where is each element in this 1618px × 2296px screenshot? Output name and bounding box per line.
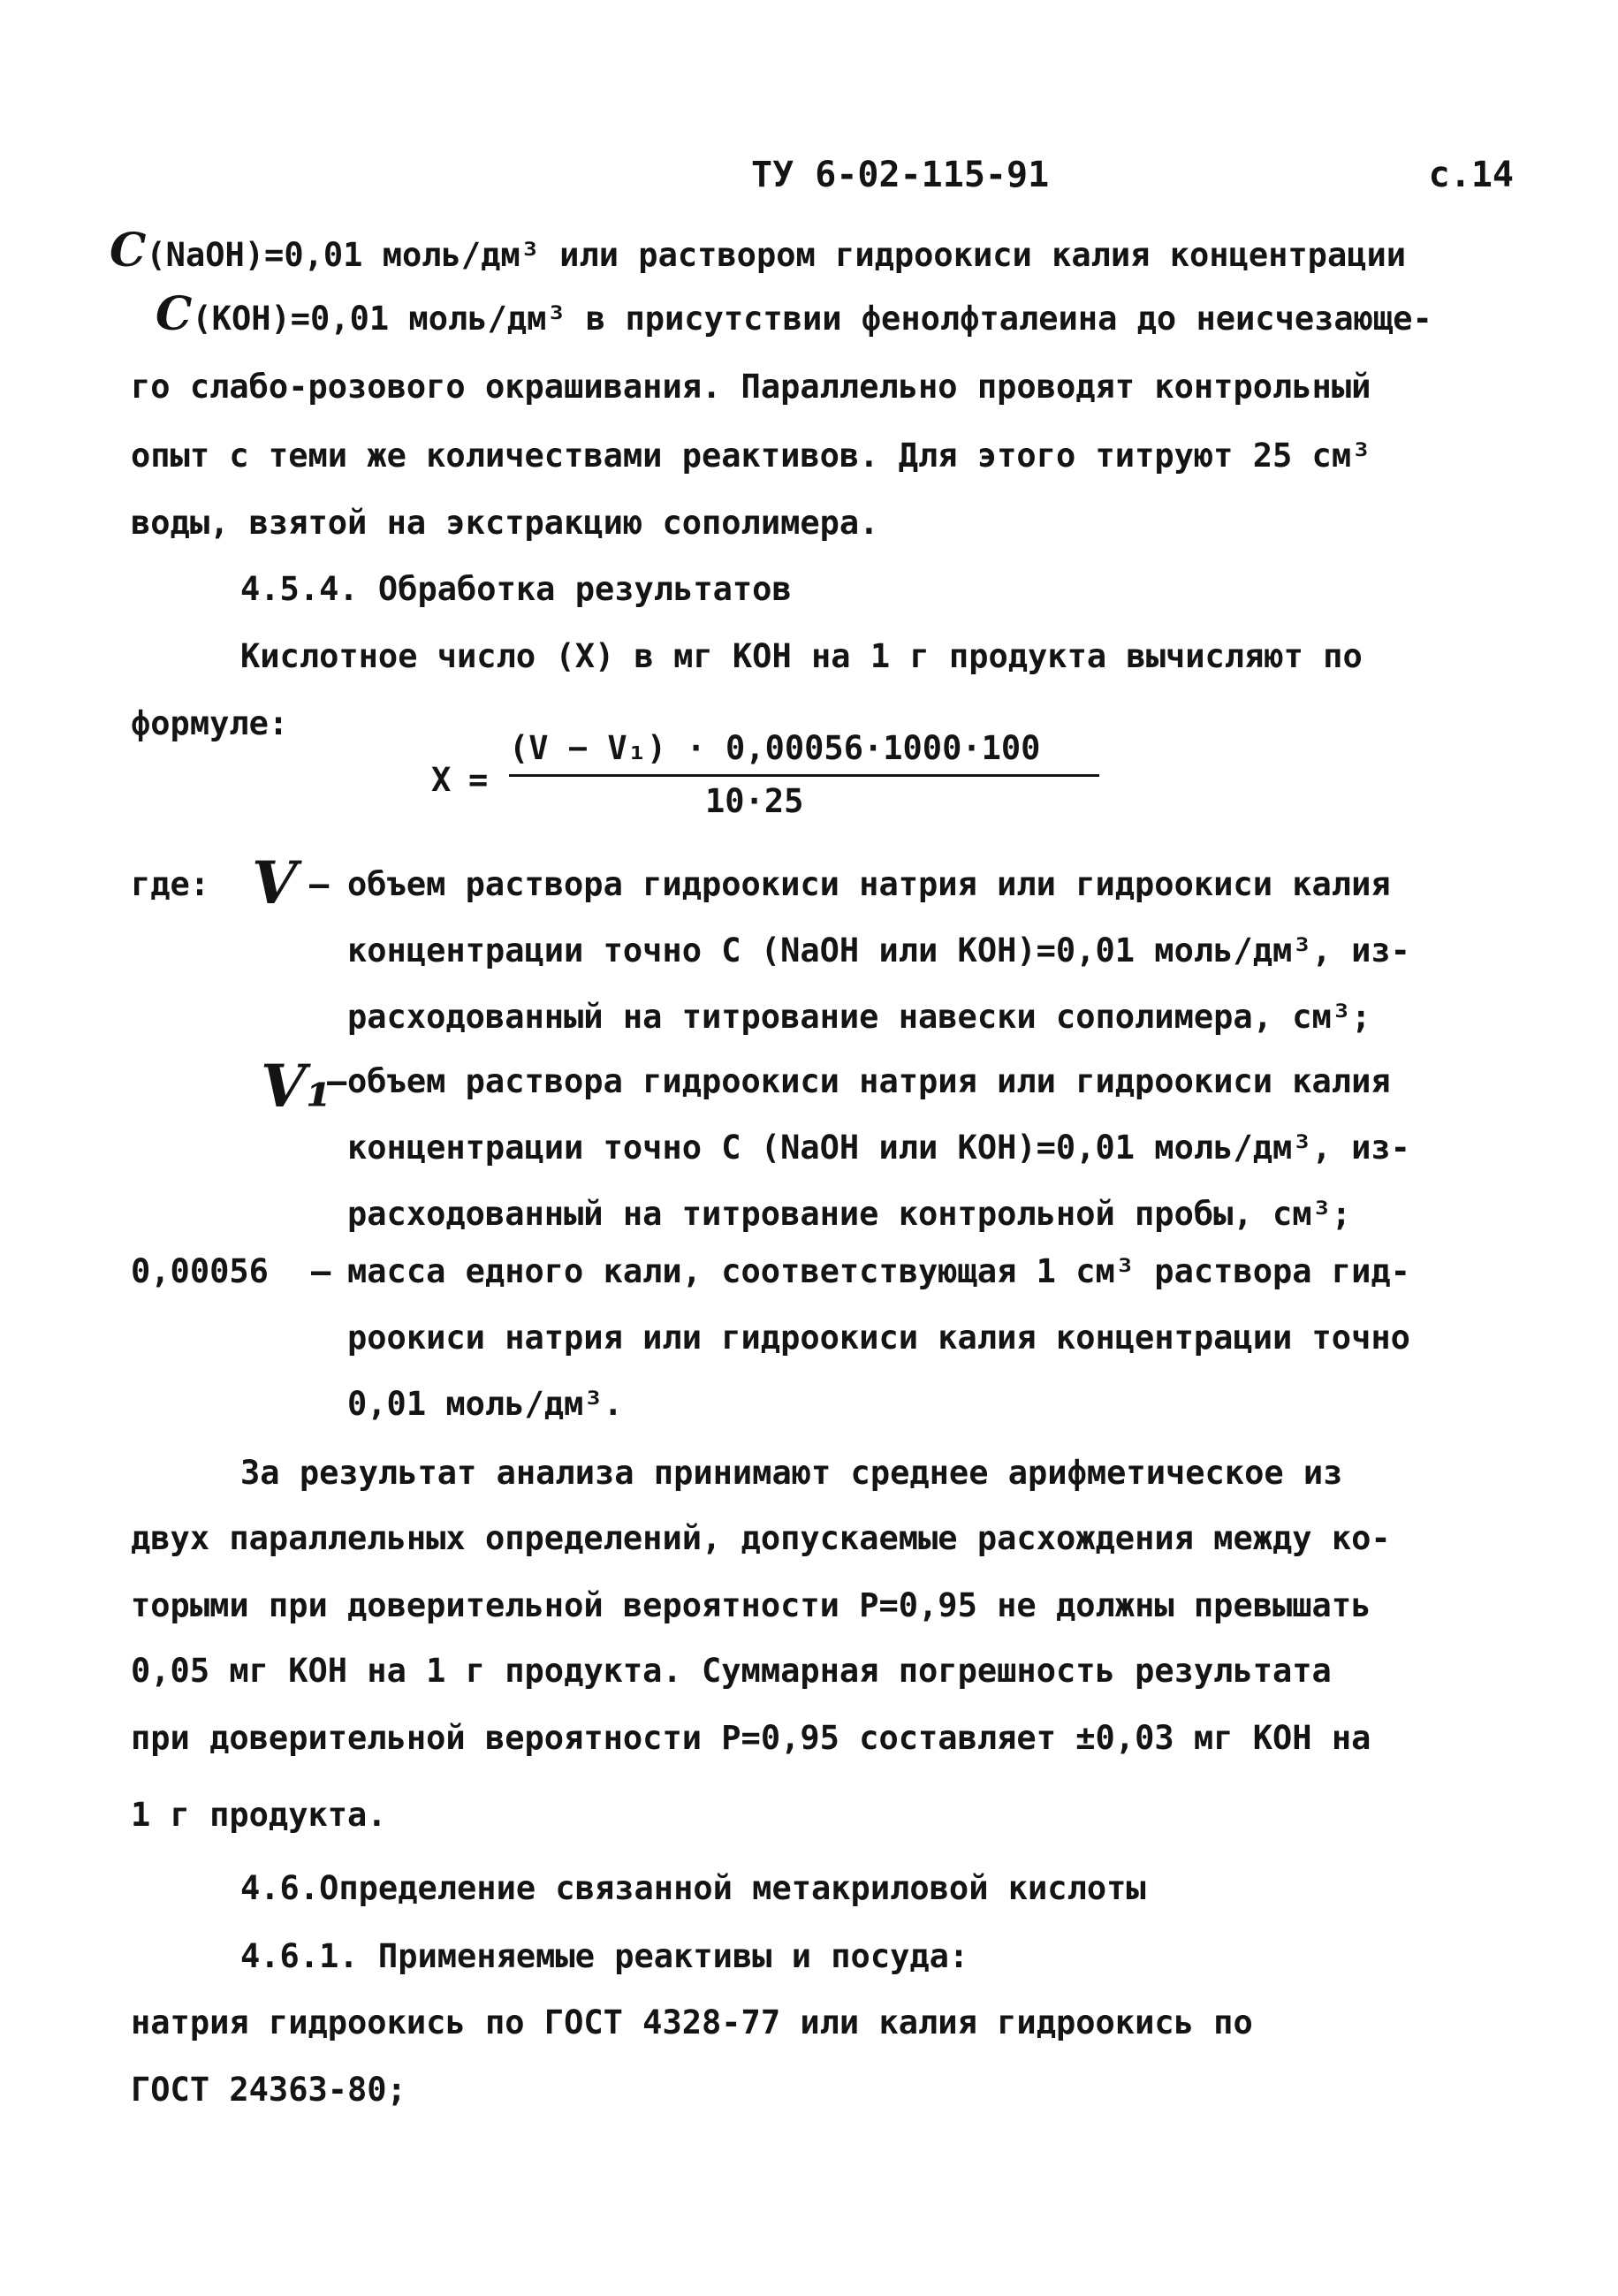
formula-lhs: X bbox=[431, 761, 452, 799]
calc-line: Кислотное число (X) в мг KOH на 1 г продукта вычисляют по bbox=[240, 637, 1363, 675]
definition-line: объем раствора гидроокиси натрия или гидроокиси калия bbox=[347, 1065, 1391, 1100]
reagent-line-2: ГОСТ 24363-80; bbox=[131, 2071, 406, 2109]
definition-line: концентрации точно С (NaOH или KOH)=0,01 моль/дм³, из- bbox=[347, 1131, 1410, 1167]
where-label: где: bbox=[131, 865, 210, 903]
definition-dash: – bbox=[309, 865, 330, 903]
formula-label: формуле: bbox=[131, 704, 289, 742]
intro-line-3: го слабо-розового окрашивания. Параллельно проводят контрольный bbox=[131, 368, 1371, 406]
definition-line: концентрации точно С (NaOH или KOH)=0,01 моль/дм³, из- bbox=[347, 934, 1410, 969]
result-line-1: За результат анализа принимают среднее арифметическое из bbox=[240, 1454, 1343, 1492]
fraction-bar bbox=[509, 774, 1099, 777]
section-heading-4-6: 4.6.Определение связанной метакриловой кислоты bbox=[240, 1869, 1146, 1907]
section-heading: 4.5.4. Обработка результатов bbox=[240, 570, 792, 608]
result-line-6: 1 г продукта. bbox=[131, 1796, 387, 1834]
intro-line-4: опыт с теми же количествами реактивов. Для этого титруют 25 см³ bbox=[131, 437, 1371, 475]
definition-v-description bbox=[347, 868, 1487, 1067]
concentration-symbol: C bbox=[156, 287, 193, 341]
concentration-symbol: C bbox=[110, 224, 147, 277]
definition-constant-description bbox=[347, 1255, 1487, 1454]
definition-term-v1: V₁ bbox=[261, 1052, 332, 1121]
definition-v1-description bbox=[347, 1065, 1487, 1264]
intro-line-5: воды, взятой на экстракцию сополимера. bbox=[131, 504, 879, 542]
result-line-5: при доверительной вероятности P=0,95 составляет ±0,03 мг KOH на bbox=[131, 1719, 1371, 1757]
formula-denominator: 10·25 bbox=[705, 782, 804, 820]
page-number: с.14 bbox=[1428, 155, 1514, 195]
document-id: ТУ 6-02-115-91 bbox=[751, 155, 1050, 195]
intro-line-1: C(NaOH)=0,01 моль/дм³ или раствором гидроокиси калия концентрации bbox=[110, 224, 1407, 277]
definition-line: расходованный на титрование контрольной пробы, см³; bbox=[347, 1197, 1352, 1233]
definition-dash: – bbox=[311, 1252, 331, 1290]
intro-line-2: C(KOH)=0,01 моль/дм³ в присутствии фенолфталеина до неисчезающе- bbox=[156, 287, 1432, 341]
result-line-4: 0,05 мг KOH на 1 г продукта. Суммарная погрешность результата bbox=[131, 1652, 1332, 1690]
formula-numerator: (V − V₁) · 0,00056·1000·100 bbox=[509, 729, 1041, 767]
definition-line: масса едного кали, соответствующая 1 см³ раствора гид- bbox=[347, 1255, 1410, 1290]
result-line-2: двух параллельных определений, допускаемые расхождения между ко- bbox=[131, 1519, 1391, 1557]
definition-line: роокиси натрия или гидроокиси калия концентрации точно bbox=[347, 1321, 1410, 1357]
definition-term-v: V bbox=[252, 848, 298, 917]
definition-line: объем раствора гидроокиси натрия или гидроокиси калия bbox=[347, 868, 1391, 903]
definition-term-constant: 0,00056 bbox=[131, 1252, 269, 1290]
definition-dash: – bbox=[327, 1062, 347, 1100]
definition-line: расходованный на титрование навески сополимера, см³; bbox=[347, 1000, 1371, 1036]
reagent-line-1: натрия гидроокись по ГОСТ 4328-77 или калия гидроокись по bbox=[131, 2003, 1253, 2041]
result-line-3: торыми при доверительной вероятности P=0,95 не должны превышать bbox=[131, 1586, 1371, 1624]
subsection-heading-4-6-1: 4.6.1. Применяемые реактивы и посуда: bbox=[240, 1937, 969, 1975]
formula-equals: = bbox=[468, 761, 489, 799]
definition-line: 0,01 моль/дм³. bbox=[347, 1387, 623, 1423]
